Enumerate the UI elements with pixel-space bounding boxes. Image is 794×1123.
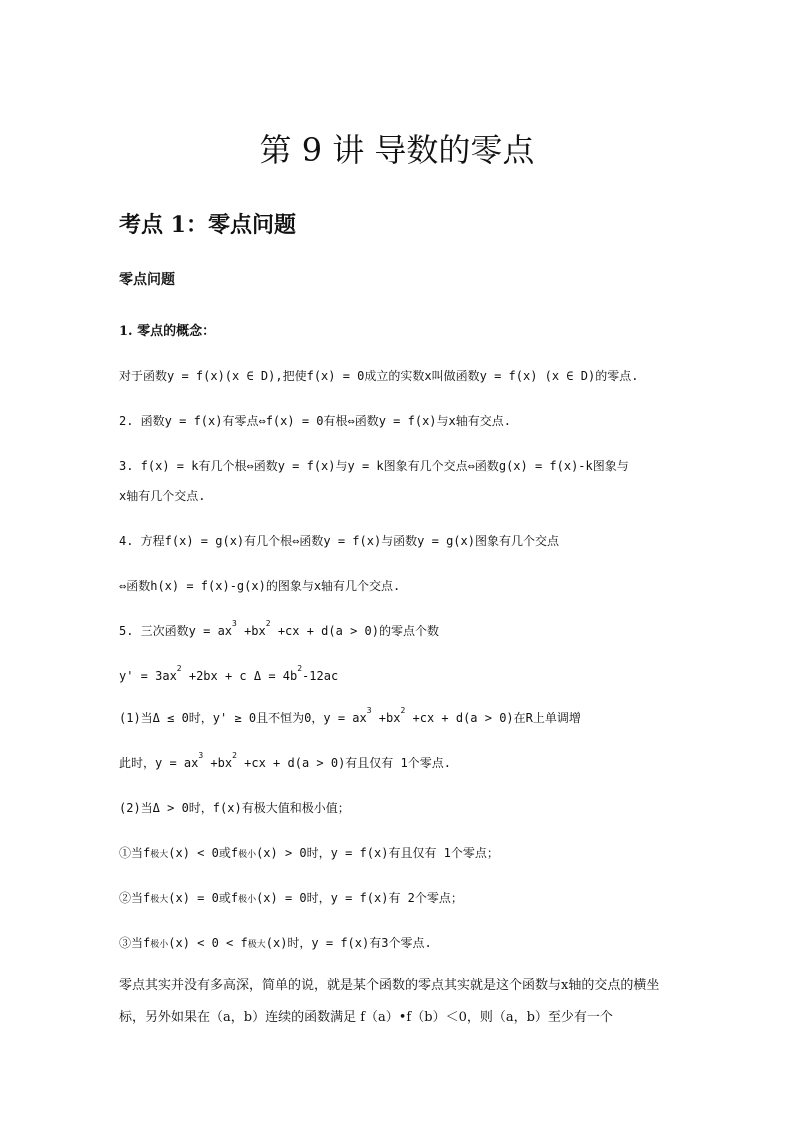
subscript: 极大 (150, 895, 169, 905)
text: (x) > 0时，y = f(x)有且仅有 1个零点； (256, 846, 499, 860)
subscript: 极大 (247, 940, 266, 950)
exponent: 2 (232, 751, 237, 760)
case-2-line: (2)当Δ > 0时，f(x)有极大值和极小值； (119, 801, 350, 815)
derivative-part-c: -12ac (302, 669, 339, 683)
case-1-line (119, 708, 581, 728)
item-5-prefix: 5. 三次函数y = ax (119, 624, 233, 638)
concept-heading: 1. 零点的概念： (119, 324, 216, 339)
case-2-a-line (119, 843, 499, 865)
exponent: 3 (198, 751, 204, 760)
item-3-line-b: x轴有几个交点. (119, 489, 206, 503)
case-2-c-line (119, 933, 432, 955)
page-title: 第 9 讲 导数的零点 (259, 131, 535, 169)
definition-line: 对于函数y = f(x)(x ∈ D),把使f(x) = 0成立的实数x叫做函数y = f(x) (x ∈ D)的零点. (119, 369, 639, 383)
item-5-mid: +bx (236, 624, 266, 638)
text: (x) < 0 < f (168, 936, 248, 950)
case-1-part-a: (1)当Δ ≤ 0时，y' ≥ 0且不恒为0，y = ax (119, 711, 367, 725)
exponent: 2 (400, 706, 406, 715)
exponent: 3 (232, 619, 237, 628)
subscript: 极小 (238, 850, 257, 860)
exponent: 3 (366, 706, 372, 715)
exponent: 2 (297, 664, 303, 673)
summary-paragraph: 零点其实并没有多高深，简单的说，就是某个函数的零点其实就是这个函数与x轴的交点的横坐标，另外如果在（a，b）连续的函数满足 f（a）•f（b）＜0，则（a，b）至少有一个 (119, 978, 660, 1025)
text: (x) < 0或f (168, 846, 239, 860)
case-1-result-a: 此时，y = ax (119, 756, 199, 770)
item-2-line: 2. 函数y = f(x)有零点⇔f(x) = 0有根⇔函数y = f(x)与x轴有交点. (119, 414, 511, 428)
text: ③当f (119, 936, 151, 950)
item-3-line-a: 3. f(x) = k有几个根⇔函数y = f(x)与y = k图象有几个交点⇔函数g(x) = f(x)-k图象与 (119, 459, 629, 473)
text: ②当f (119, 891, 151, 905)
case-1-result-line (119, 753, 451, 773)
text: ①当f (119, 846, 151, 860)
subsection-heading: 零点问题 (119, 272, 175, 288)
subscript: 极小 (150, 940, 169, 950)
derivative-part-a: y' = 3ax (119, 669, 177, 683)
case-1-part-c: +cx + d(a > 0)在R上单调增 (405, 711, 581, 725)
subscript: 极大 (150, 850, 169, 860)
exponent: 2 (265, 619, 271, 628)
item-4-line-b: ⇔函数h(x) = f(x)-g(x)的图象与x轴有几个交点. (119, 579, 401, 593)
text: (x) = 0时，y = f(x)有 2个零点； (256, 891, 463, 905)
case-1-result-b: +bx (203, 756, 233, 770)
case-1-result-c: +cx + d(a > 0)有且仅有 1个零点. (236, 756, 451, 770)
section-heading: 考点 1：零点问题 (119, 212, 296, 238)
case-1-part-b: +bx (371, 711, 401, 725)
case-2-b-line (119, 888, 463, 910)
item-5-suffix: +cx + d(a > 0)的零点个数 (270, 624, 439, 638)
text: (x)时，y = f(x)有3个零点. (265, 936, 432, 950)
subscript: 极小 (238, 895, 257, 905)
derivative-line (119, 666, 338, 686)
derivative-part-b: +2bx + c Δ = 4b (181, 669, 298, 683)
item-4-line-a: 4. 方程f(x) = g(x)有几个根⇔函数y = f(x)与函数y = g(x)图象有几个交点 (119, 534, 559, 548)
text: (x) = 0或f (168, 891, 239, 905)
item-5-line (119, 621, 439, 641)
exponent: 2 (176, 664, 182, 673)
